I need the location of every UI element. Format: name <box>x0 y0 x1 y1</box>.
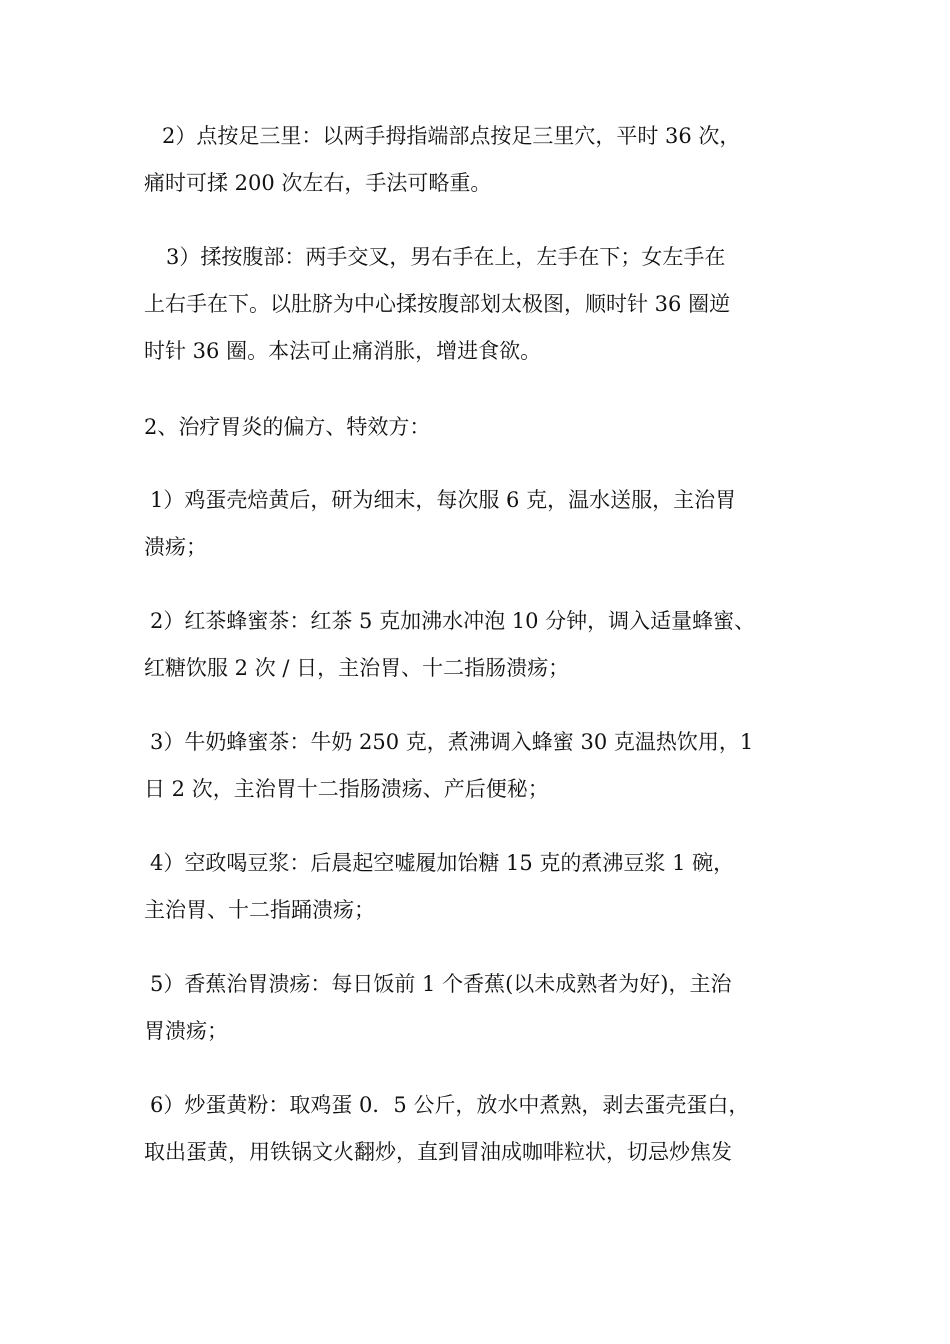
text-line: 4）空政喝豆浆：后晨起空嘘履加饴糖 15 克的煮沸豆浆 1 碗， <box>150 851 735 875</box>
paragraph-zusanli-massage <box>144 113 834 207</box>
text-line: 日 2 次，主治胃十二指肠溃疡、产后便秘； <box>144 777 549 801</box>
text-line: 溃疡； <box>144 535 207 559</box>
paragraph-abdomen-massage <box>144 234 838 375</box>
paragraph-soy-milk <box>144 840 822 934</box>
text-line: 痛时可揉 200 次左右，手法可略重。 <box>144 171 492 195</box>
section-heading-text: 2、治疗胃炎的偏方、特效方： <box>144 415 431 439</box>
text-line: 取出蛋黄，用铁锅文火翻炒，直到冒油成咖啡粒状，切忌炒焦发 <box>144 1140 732 1164</box>
text-line: 5）香蕉治胃溃疡：每日饭前 1 个香蕉(以未成熟者为好)，主治 <box>150 972 732 996</box>
paragraph-milk-honey <box>144 719 822 813</box>
text-line: 3）揉按腹部：两手交叉，男右手在上，左手在下；女左手在 <box>166 245 726 269</box>
paragraph-egg-yolk-powder <box>144 1082 822 1176</box>
text-line: 6）炒蛋黄粉：取鸡蛋 0．5 公斤，放水中煮熟，剥去蛋壳蛋白， <box>150 1093 750 1117</box>
text-line: 红糖饮服 2 次 / 日，主治胃、十二指肠溃疡； <box>144 656 570 680</box>
text-line: 上右手在下。以肚脐为中心揉按腹部划太极图，顺时针 36 圈逆 <box>144 292 731 316</box>
text-line: 主治胃、十二指踊溃疡； <box>144 898 375 922</box>
paragraph-black-tea-honey <box>144 598 822 692</box>
text-line: 胃溃疡； <box>144 1019 228 1043</box>
text-line: 1）鸡蛋壳焙黄后，研为细末，每次服 6 克，温水送服，主治胃 <box>150 488 737 512</box>
paragraph-banana <box>144 961 822 1055</box>
text-line: 时针 36 圈。本法可止痛消胀，增进食欲。 <box>144 339 542 363</box>
text-line: 2）红茶蜂蜜茶：红茶 5 克加沸水冲泡 10 分钟，调入适量蜂蜜、 <box>150 609 756 633</box>
text-line: 3）牛奶蜂蜜茶：牛奶 250 克，煮沸调入蜂蜜 30 克温热饮用，1 <box>150 730 754 754</box>
section-heading <box>144 404 816 451</box>
paragraph-eggshell-remedy <box>144 477 822 571</box>
text-line: 2）点按足三里：以两手拇指端部点按足三里穴，平时 36 次， <box>162 124 741 148</box>
